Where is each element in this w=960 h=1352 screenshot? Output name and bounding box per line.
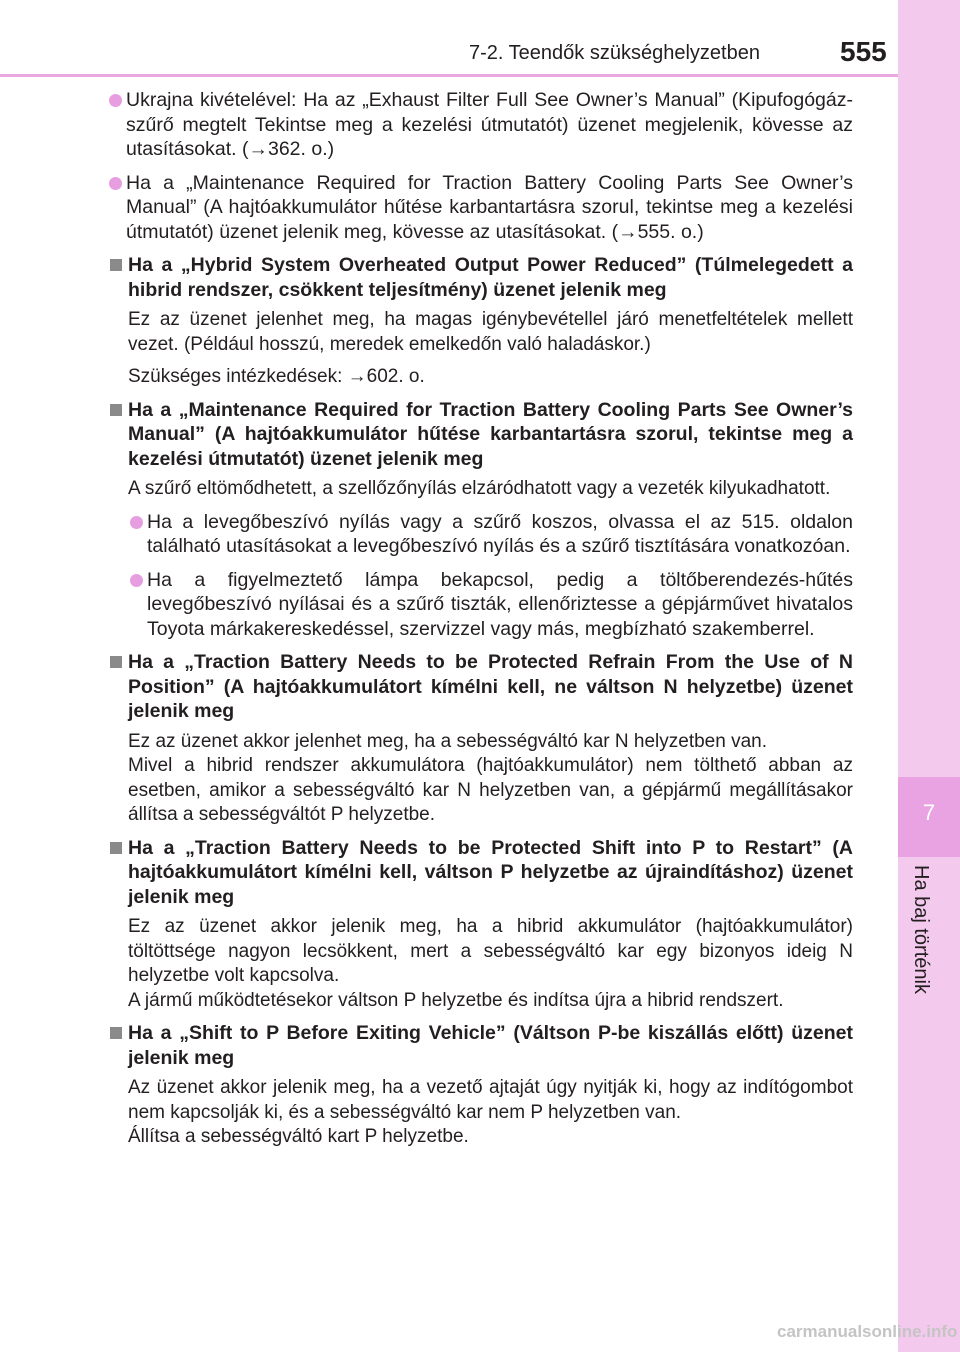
- square-bullet-icon: [110, 656, 122, 668]
- section-paragraph: [107, 1076, 853, 1150]
- header-section-title: 7-2. Teendők szükséghelyzetben: [469, 42, 760, 64]
- section-heading-text: Ha a „Traction Battery Needs to be Protected Shift into P to Restart” (A hajtóakkumulátort kímélni kell, váltson P helyzetbe az újraindításhoz) üzenet jelenik meg: [128, 836, 853, 908]
- square-bullet-icon: [110, 404, 122, 416]
- section-heading-text: Ha a „Traction Battery Needs to be Protected Refrain From the Use of N Position” (A hajtóakkumulátort kímélni kell, ne váltson N helyzetbe) üzenet jelenik meg: [128, 651, 853, 722]
- chapter-label: Ha baj történik: [910, 865, 932, 994]
- section-paragraph: Szükséges intézkedések: →602. o.: [128, 366, 425, 387]
- bullet-item: [128, 568, 853, 642]
- bullet-text: Ha a figyelmeztető lámpa bekapcsol, pedig a töltőberendezés-hűtés levegőbeszívó nyílásai és a szűrő tiszták, ellenőriztesse a gépjárművet hivatalos Toyota márkakereskedéssel, szervizzel vagy más, megbízható szakemberrel.: [147, 568, 853, 640]
- square-bullet-icon: [110, 1027, 122, 1039]
- header-rule: [0, 74, 898, 77]
- section-paragraph: Ez az üzenet jelenhet meg, ha magas igénybevétellel járó menetfeltételek mellett vezet. (Például hosszú, meredek emelkedőn való haladáskor.): [128, 309, 853, 355]
- bullet-text: Ha a levegőbeszívó nyílás vagy a szűrő koszos, olvassa el az 515. oldalon található utasításokat a levegőbeszívó nyílás és a szűrő tisztítására vonatkozóan.: [147, 510, 853, 557]
- square-bullet-icon: [110, 259, 122, 271]
- section-heading-text: Ha a „Maintenance Required for Traction Battery Cooling Parts See Owner’s Manual” (A hajtóakkumulátor hűtése karbantartásra szorul, tekintse meg a kezelési útmutatót) üzenet jelenik meg: [128, 398, 853, 470]
- section-paragraph: [107, 730, 853, 828]
- section-heading-text: Ha a „Hybrid System Overheated Output Power Reduced” (Túlmelegedett a hibrid rendszer, csökkent teljesítmény) üzenet jelenik meg: [128, 254, 853, 301]
- section-heading: [107, 1021, 853, 1070]
- watermark: carmanualsonline.info: [777, 1322, 958, 1341]
- paragraph-line: Ez az üzenet akkor jelenik meg, ha a hibrid akkumulátor (hajtóakkumulátor) töltöttsége nagyon lecsökkent, mert a sebességváltó kar egy bizonyos ideig N helyzetbe volt kapcsolva.: [128, 916, 853, 986]
- page-content: [107, 88, 853, 1158]
- square-bullet-icon: [110, 842, 122, 854]
- section-heading: [107, 650, 853, 724]
- section-heading: [107, 398, 853, 472]
- chapter-number-box: [898, 777, 960, 857]
- page-number: 555: [840, 36, 887, 67]
- paragraph-line: Az üzenet akkor jelenik meg, ha a vezető ajtaját úgy nyitják ki, hogy az indítógombot nem kapcsolják ki, és a sebességváltó kar nem P helyzetben van.: [128, 1077, 853, 1123]
- bullet-dot-icon: [109, 177, 122, 190]
- section-heading: [107, 836, 853, 910]
- section-heading-text: Ha a „Shift to P Before Exiting Vehicle” (Váltson P-be kiszállás előtt) üzenet jelenik meg: [128, 1022, 853, 1069]
- paragraph-line: Mivel a hibrid rendszer akkumulátora (hajtóakkumulátor) nem tölthető abban az esetben, amikor a sebességváltó kar N helyzetben van, a gépjármű megállításakor állítsa a sebességváltót P helyzetbe.: [128, 755, 853, 825]
- bullet-dot-icon: [109, 94, 122, 107]
- bullet-item: [107, 171, 853, 245]
- paragraph-line: A jármű működtetésekor váltson P helyzetbe és indítsa újra a hibrid rendszert.: [128, 989, 784, 1011]
- section-paragraph: A szűrő eltömődhetett, a szellőzőnyílás elzáródhatott vagy a vezeték kilyukadhatott.: [128, 478, 831, 499]
- bullet-text: Ha a „Maintenance Required for Traction Battery Cooling Parts See Owner’s Manual” (A hajtóakkumulátor hűtése karbantartásra szorul, tekintse meg a kezelési útmutatót) üzenet jelenik meg, kövesse az utasításokat. (→555. o.): [126, 171, 853, 243]
- bullet-dot-icon: [130, 574, 143, 587]
- bullet-item: [107, 88, 853, 162]
- section-paragraph: [107, 915, 853, 1013]
- bullet-item: [128, 510, 853, 559]
- paragraph-line: Ez az üzenet akkor jelenhet meg, ha a sebességváltó kar N helyzetben van.: [128, 730, 767, 752]
- bullet-dot-icon: [130, 516, 143, 529]
- paragraph-line: Állítsa a sebességváltó kart P helyzetbe.: [128, 1126, 469, 1147]
- section-heading: [107, 253, 853, 302]
- chapter-number: 7: [922, 800, 936, 825]
- chapter-side-tab: [898, 0, 960, 1352]
- bullet-text: Ukrajna kivételével: Ha az „Exhaust Filter Full See Owner’s Manual” (Kipufogógáz-szűrő megtelt Tekintse meg a kezelési útmutatót) üzenet megjelenik, kövesse az utasításokat. (→362. o.): [126, 89, 853, 160]
